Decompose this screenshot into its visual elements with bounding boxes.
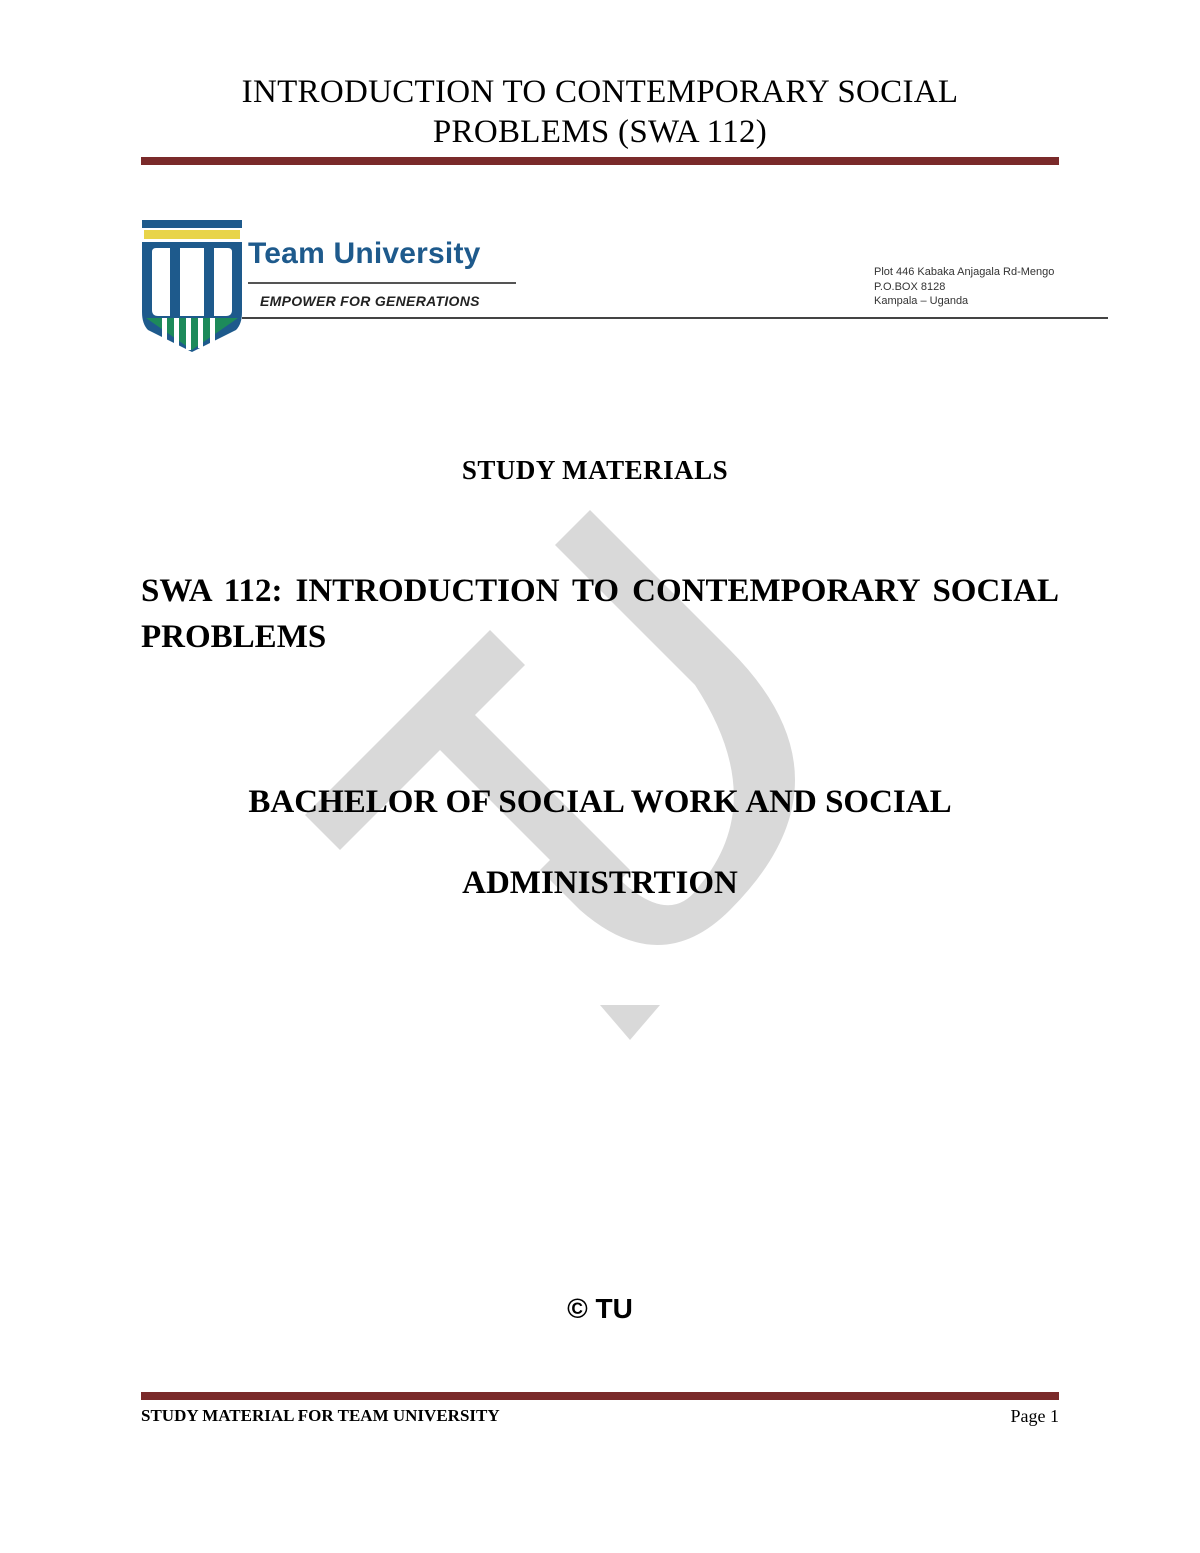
copyright-notice: © TU xyxy=(567,1293,633,1324)
study-materials-heading: STUDY MATERIALS xyxy=(461,455,729,485)
page-number: Page 1 xyxy=(1010,1406,1059,1426)
institution-name: Team University xyxy=(248,237,481,270)
header-title-line-1: INTRODUCTION TO CONTEMPORARY SOCIAL xyxy=(241,74,959,110)
header-rule xyxy=(141,157,1059,165)
header-title-line-2: PROBLEMS (SWA 112) xyxy=(432,114,768,150)
degree-line-1: BACHELOR OF SOCIAL WORK AND SOCIAL xyxy=(248,784,952,820)
institution-tagline: EMPOWER FOR GENERATIONS xyxy=(260,293,480,309)
team-university-logo xyxy=(140,218,244,352)
institution-address xyxy=(874,265,1054,309)
footer-rule xyxy=(141,1392,1059,1400)
address-line-1: Plot 446 Kabaka Anjagala Rd-Mengo xyxy=(874,266,1055,278)
page-header-title xyxy=(140,72,1060,152)
logo-yellow-bar xyxy=(144,230,240,239)
footer-label: STUDY MATERIAL FOR TEAM UNIVERSITY xyxy=(141,1406,500,1425)
address-line-3: Kampala – Uganda xyxy=(874,295,969,307)
degree-line-2: ADMINISTRTION xyxy=(462,865,738,901)
institution-name-underline xyxy=(248,282,516,284)
course-title: SWA 112: INTRODUCTION TO CONTEMPORARY SOCIAL PROBLEMS xyxy=(141,573,1059,655)
address-line-2: P.O.BOX 8128 xyxy=(874,280,946,293)
logo-top-bar xyxy=(142,220,242,228)
letterhead-divider xyxy=(242,317,1108,319)
